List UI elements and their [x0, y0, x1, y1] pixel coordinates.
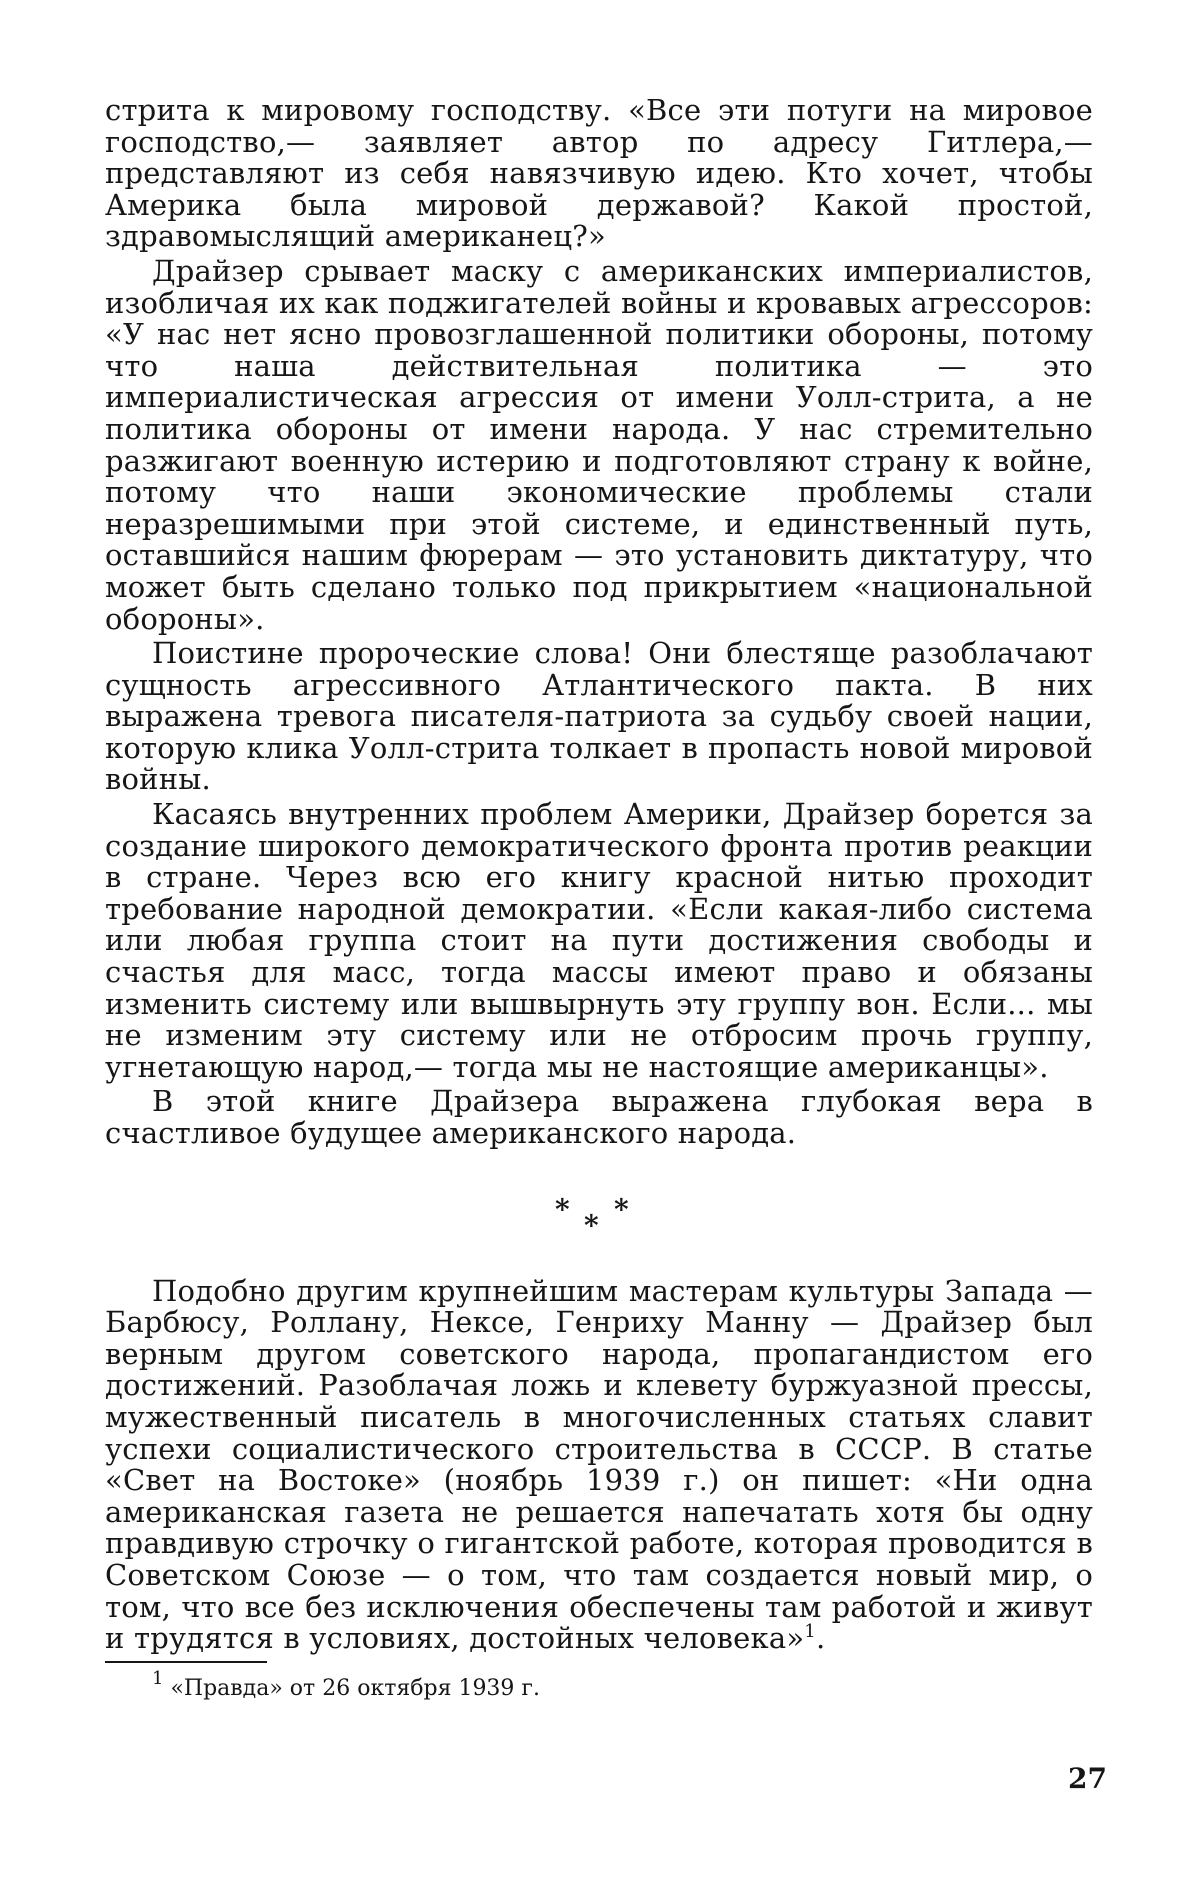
footnote-divider — [105, 1661, 267, 1663]
paragraph-5: В этой книге Драйзера выражена глубокая вера в счастливое будущее американского народа. — [105, 1084, 1093, 1150]
book-page — [105, 93, 1107, 1885]
footnote — [152, 1667, 1093, 1703]
footnote-text: «Правда» от 26 октября 1939 г. — [170, 1675, 540, 1701]
paragraph-3: Поистине пророческие слова! Они блестяще разоблачают сущность агрессивного Атлантического пакта. В них выражена тревога писателя-патриота за судьбу своей нации, которую клика Уолл-стрита толкает в пропасть новой мировой войны. — [105, 636, 1093, 797]
footnote-reference: 1 — [804, 1621, 816, 1643]
footnote-marker: 1 — [152, 1667, 164, 1689]
paragraph-2: Драйзер срывает маску с американских империалистов, изобличая их как поджигателей войны и кровавых агрессоров: «У нас нет ясно провозглашенной политики обороны, потому что наша действительная политика — это империалистическая агрессия от имени Уолл-стрита, а не политика обороны от имени народа. У нас стремительно разжигают военную истерию и подготовляют страну к войне, потому что наши экономические проблемы стали неразрешимыми при этой системе, и единственный путь, оставшийся нашим фюрерам — это установить диктатуру, что может быть сделано только под прикрытием «национальной обороны». — [105, 253, 1093, 636]
page-number: 27 — [1068, 1762, 1107, 1795]
asterisk-middle: * — [584, 1208, 599, 1242]
paragraph-6-tail: . — [815, 1621, 826, 1656]
paragraph-6-text: Подобно другим крупнейшим мастерам культуры Запада — Барбюсу, Роллану, Нексе, Генриху Манну — Драйзер был верным другом советского народа, пропагандистом его достижений. Разоблачая ложь и клевету буржуазной прессы, мужественный писатель в многочисленных статьях славит успехи социалистического строительства в СССР. В статье «Свет на Востоке» (ноябрь 1939 г.) он пишет: «Ни одна американская газета не решается напечатать хотя бы одну правдивую строчку о гигантской работе, которая проводится в Советском Союзе — о том, что там создается новый мир, о том, что все без исключения обеспечены там работой и живут и трудятся в условиях, достойных человека» — [105, 1273, 1093, 1656]
section-divider-asterism — [105, 1184, 1093, 1276]
paragraph-4: Касаясь внутренних проблем Америки, Драйзер борется за создание широкого демократического фронта против реакции в стране. Через всю его книгу красной нитью проходит требование народной демократии. «Если какая-либо система или любая группа стоит на пути достижения свободы и счастья для масс, тогда массы имеют право и обязаны изменить систему или вышвырнуть эту группу вон. Если... мы не изменим эту систему или не отбросим прочь группу, угнетающую народ,— тогда мы не настоящие американцы». — [105, 797, 1093, 1084]
asterisk-left: * — [555, 1192, 570, 1226]
paragraph-6 — [105, 1273, 1093, 1656]
asterisk-right: * — [614, 1192, 629, 1226]
paragraph-1: стрита к мировому господству. «Все эти потуги на мировое господство,— заявляет автор по адресу Гитлера,— представляют из себя навязчивую идею. Кто хочет, чтобы Америка была мировой державой? Какой простой, здравомыслящий американец?» — [105, 93, 1093, 254]
